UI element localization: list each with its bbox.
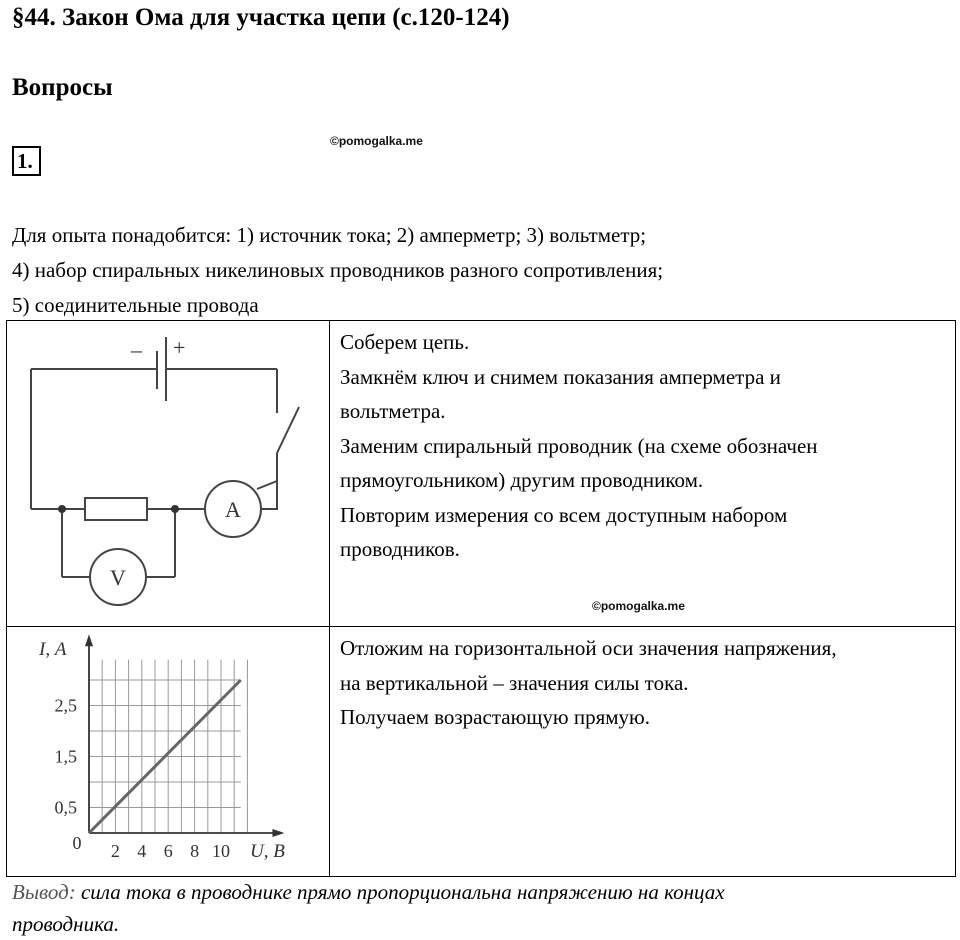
- x-tick-label: 4: [137, 841, 147, 861]
- step2-cell: [330, 627, 956, 877]
- step1-line: Соберем цепь.: [340, 330, 470, 354]
- step2-line: на вертикальной – значения силы тока.: [340, 670, 689, 695]
- experiment-table: [6, 320, 956, 877]
- watermark: ©pomogalka.me: [330, 134, 423, 148]
- conclusion: [12, 876, 725, 940]
- page-title: §44. Закон Ома для участка цепи (с.120-124): [12, 4, 510, 31]
- x-tick-label: 2: [110, 841, 120, 861]
- y-axis-label: I, А: [39, 639, 67, 660]
- step2-line: Отложим на горизонтальной оси значения напряжения,: [340, 636, 837, 660]
- step1-line: Повторим измерения со всем доступным набором: [340, 502, 788, 527]
- x-axis-arrow: [272, 829, 284, 837]
- x-tick-label: 6: [163, 841, 173, 861]
- switch-lever: [277, 407, 299, 453]
- step1-line: прямоугольником) другим проводником.: [340, 468, 704, 492]
- step1-line: проводников.: [340, 537, 460, 561]
- step2-line: Получаем возрастающую прямую.: [340, 705, 650, 729]
- y-axis-arrow: [85, 634, 93, 646]
- watermark: ©pomogalka.me: [592, 599, 685, 613]
- wire: [257, 481, 277, 489]
- intro-line: 5) соединительные провода: [12, 293, 259, 317]
- table-row: [7, 627, 956, 877]
- question-number: 1.: [12, 146, 41, 176]
- origin-label: 0: [72, 833, 82, 853]
- current-voltage-graph: [7, 627, 327, 871]
- step1-cell: [330, 321, 956, 627]
- y-tick-label: 2,5: [54, 695, 77, 716]
- circuit-diagram: [7, 321, 327, 621]
- x-tick-label: 10: [212, 841, 230, 861]
- y-tick-label: 0,5: [54, 797, 77, 818]
- section-heading: Вопросы: [12, 74, 113, 101]
- step1-line: Замкнём ключ и снимем показания амперметра и: [340, 364, 781, 389]
- step1-line: вольтметра.: [340, 399, 446, 423]
- intro-line: 4) набор спиральных никелиновых проводников разного сопротивления;: [12, 258, 664, 282]
- resistor: [85, 498, 147, 520]
- junction-dot: [171, 505, 179, 513]
- junction-dot: [58, 505, 66, 513]
- ammeter-label: A: [225, 497, 241, 522]
- x-axis-label: U, В: [250, 841, 285, 862]
- graph-cell: [7, 627, 330, 877]
- y-tick-label: 1,5: [54, 746, 77, 767]
- step1-line: Заменим спиральный проводник (на схеме обозначен: [340, 433, 818, 458]
- plus-sign: +: [173, 335, 186, 360]
- conclusion-label: Вывод:: [12, 880, 76, 904]
- conclusion-text: проводника.: [12, 912, 120, 936]
- circuit-cell: [7, 321, 330, 627]
- minus-sign: –: [131, 337, 142, 362]
- conclusion-text: сила тока в проводнике прямо пропорциональна напряжению на концах: [75, 880, 725, 904]
- intro-line: Для опыта понадобится: 1) источник тока; 2) амперметр; 3) вольтметр;: [12, 223, 647, 247]
- x-tick-label: 8: [190, 841, 200, 861]
- table-row: [7, 321, 956, 627]
- voltmeter-label: V: [110, 565, 126, 590]
- intro-text: [12, 218, 663, 323]
